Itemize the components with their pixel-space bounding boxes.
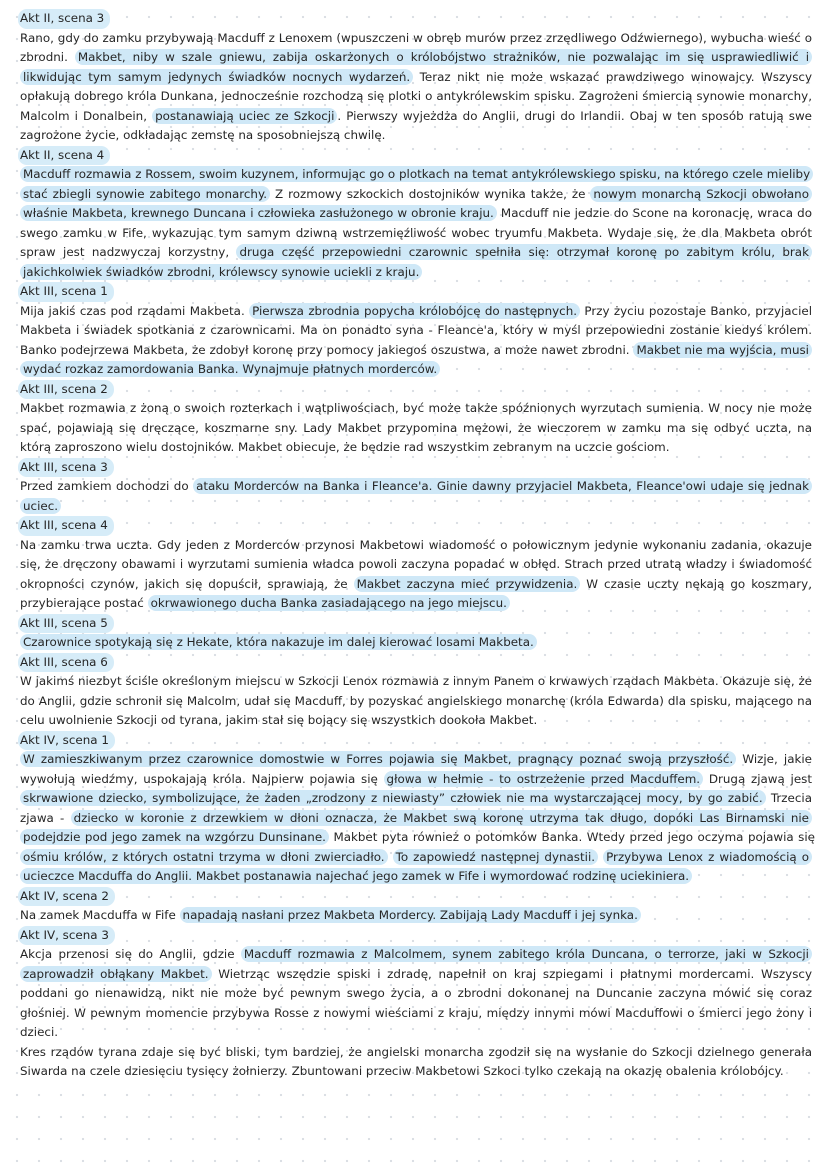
summary-text: Makbet pyta również o potomków Banka. Wtedy przed jego oczyma pojawia się bbox=[328, 830, 815, 844]
highlighted-text: druga część przepowiedni czarownic spełniła się: otrzymał koronę po zabitym królu, brak jakichkolwiek świadków zbrodni, królewscy synowie uciekli z kraju. bbox=[20, 244, 812, 280]
scene-summary bbox=[20, 165, 812, 282]
highlighted-text: Makbet, niby w szale gniewu, zabija oskarżonych o królobójstwo strażników, nie pozwalając im się usprawiedliwić i likwidując tym samym jedynych świadków nocnych wydarzeń. bbox=[20, 49, 812, 85]
scene-summary bbox=[20, 750, 815, 887]
scene-section bbox=[20, 9, 812, 146]
summary-text: Wietrząc wszędzie spiski i zdradę, napełnił on kraj szpiegami i płatnymi mordercami. Wszyscy poddani go nienawidzą, nikt nie może być pewnym swego życia, a o zbrodni dokonanej na Duncanie zaczyna mówić się coraz głośniej. W pewnym momencie przybywa Rosse z nowymi wieściami z kraju, między innymi mówi Macduffowi o śmierci jego żony i dzieci. bbox=[20, 966, 812, 1039]
highlighted-text: skrwawione dziecko, symbolizujące, że żaden „zrodzony z niewiasty” człowiek nie ma wystarczającej mocy, by go zabić. bbox=[20, 790, 766, 806]
highlighted-text: postanawiają uciec ze Szkocji bbox=[152, 108, 337, 124]
scene-section bbox=[20, 653, 812, 731]
highlighted-text: W zamieszkiwanym przez czarownice domostwie w Forres pojawia się Makbet, pragnący poznać swoją przyszłość. bbox=[20, 751, 736, 767]
scene-heading: Akt IV, scena 3 bbox=[18, 926, 115, 946]
summary-text: W jakimś niezbyt ściśle określonym miejscu w Szkocji Lenox rozmawia z innym Panem o krwawych rządach Makbeta. Okazuje się, że do Anglii, gdzie schronił się Malcolm, udał się Macduff, by pozyskać angielskiego monarchę (króla Edwarda) dla spisku, mającego na celu uwolnienie Szkocji od tyrana, jakim stał się bojący się wszystkich dookoła Makbet. bbox=[20, 674, 812, 727]
summary-text: Na zamek Macduffa w Fife bbox=[20, 908, 180, 922]
highlighted-text: Macduff rozmawia z Malcolmem, synem zabitego króla Duncana, o terrorze, jaki w Szkocji zaprowadził obłąkany Makbet. bbox=[20, 946, 812, 982]
highlighted-text: Czarownice spotykają się z Hekate, która nakazuje im dalej kierować losami Makbeta. bbox=[20, 634, 537, 650]
scene-heading: Akt IV, scena 1 bbox=[18, 731, 115, 751]
scene-summary bbox=[20, 945, 812, 1082]
highlighted-text: nowym monarchą Szkocji obwołano właśnie Makbeta, krewnego Duncana i człowieka zasłużonego w obronie kraju. bbox=[20, 186, 812, 222]
summary-text: Przed zamkiem dochodzi do bbox=[20, 479, 194, 493]
scene-summary bbox=[20, 672, 812, 731]
summary-text: Trzecia zjawa - bbox=[20, 791, 812, 825]
highlighted-text: napadają nasłani przez Makbeta Mordercy. Zabijają Lady Macduff i jej synka. bbox=[180, 907, 641, 923]
scene-heading: Akt III, scena 3 bbox=[18, 458, 114, 478]
scene-heading: Akt IV, scena 2 bbox=[18, 887, 115, 907]
highlighted-text: To zapowiedź następnej dynastii. bbox=[393, 849, 598, 865]
scene-summary bbox=[20, 633, 812, 653]
scene-heading: Akt III, scena 2 bbox=[18, 380, 114, 400]
summary-text: Makbet rozmawia z żoną o swoich rozterkach i wątpliwościach, być może także spóźnionych wyrzutach sumienia. W nocy nie może spać, pojawiają się dręczące, koszmarne sny. Lady Makbet przypomina mężowi, że wieczorem w zamku ma się odbyć uczta, na którą zaproszono wielu dostojników. Makbet obiecuje, że będzie rad wszystkim zebranym na uczcie gościom. bbox=[20, 401, 812, 454]
scene-heading: Akt II, scena 4 bbox=[18, 146, 110, 166]
summary-text bbox=[388, 850, 393, 864]
highlighted-text: okrwawionego ducha Banka zasiadającego na jego miejscu. bbox=[148, 595, 510, 611]
highlighted-text: ośmiu królów, z których ostatni trzyma w dłoni zwierciadło. bbox=[20, 849, 388, 865]
summary-text: Mija jakiś czas pod rządami Makbeta. bbox=[20, 303, 250, 318]
summary-text: Teraz nikt nie może wskazać prawdziwego winowajcy. Wszyscy opłakują dobrego króla Dunkana, jednocześnie rozchodzą się plotki o antykrólewskim spisku. Zagrożeni śmiercią synowie monarchy, Malcolm i Donalbein, bbox=[20, 69, 812, 123]
scene-heading: Akt III, scena 6 bbox=[18, 653, 114, 673]
highlighted-text: Pierwsza zbrodnia popycha królobójcę do następnych. bbox=[249, 303, 580, 319]
scene-section bbox=[20, 458, 812, 517]
highlighted-text: Macduff rozmawia z Rossem, swoim kuzynem, informując go o plotkach na temat antykrólewskiego spisku, na którego czele mieliby stać zbiegli synowie zabitego monarchy. bbox=[20, 166, 813, 202]
summary-text: Na zamku trwa uczta. Gdy jeden z Morderców przynosi Makbetowi wiadomość o połowicznym jedynie wykonaniu zadania, okazuje się, że dręczony obawami i wyrzutami sumienia władca powoli zaczyna popadać w obłęd. Strach przed utratą władzy i świadomość okropności czynów, jakich się dopuścił, sprawiają, że bbox=[20, 537, 812, 591]
scene-summary bbox=[20, 399, 812, 458]
summary-text: Z rozmowy szkockich dostojników wynika także, że bbox=[270, 186, 591, 201]
scene-section bbox=[20, 380, 812, 458]
scene-section bbox=[20, 614, 812, 653]
scene-section bbox=[20, 887, 812, 926]
highlighted-text: dziecko w koronie z drzewkiem w dłoni oznacza, że Makbet swą koronę utrzyma tak długo, dopóki Las Birnamski nie podejdzie pod jego zamek na wzgórzu Dunsinane. bbox=[20, 810, 812, 846]
scene-heading: Akt III, scena 5 bbox=[18, 614, 114, 634]
scene-summary bbox=[20, 29, 812, 146]
summary-text: Drugą zjawą jest bbox=[703, 771, 813, 786]
scene-summary bbox=[20, 477, 812, 516]
scene-section bbox=[20, 926, 812, 1082]
highlighted-text: głowa w hełmie - to ostrzeżenie przed Macduffem. bbox=[384, 771, 704, 787]
summary-text: Przy życiu pozostaje Banko, przyjaciel Makbeta i świadek spotkania z czarownicami. Ma on ponadto syna - Fleance'a, który w myśl przepowiedni zostanie kiedyś królem. Banko podejrzewa Makbeta, że zdobył koronę przy pomocy jakiegoś oszustwa, a może nawet zbrodni. bbox=[20, 303, 812, 357]
highlighted-text: Makbet zaczyna mieć przywidzenia. bbox=[354, 576, 581, 592]
highlighted-text: ataku Morderców na Banka i Fleance'a. Ginie dawny przyjaciel Makbeta, Fleance'owi udaje się jednak uciec. bbox=[20, 478, 812, 514]
summary-text: Rano, gdy do zamku przybywają Macduff z Lenoxem (wpuszczeni w obręb murów przez zrzędliwego Odźwiernego), wybucha wieść o zbrodni. bbox=[20, 30, 812, 64]
summary-text: . Pierwszy wyjeżdża do Anglii, drugi do Irlandii. Obaj w ten sposób ratują swe zagrożone życie, odkładając zemstę na sposobniejszą chwilę. bbox=[20, 108, 812, 142]
scene-section bbox=[20, 282, 812, 380]
scene-summary bbox=[20, 302, 812, 380]
scene-heading: Akt III, scena 4 bbox=[18, 516, 114, 536]
highlighted-text: Makbet nie ma wyjścia, musi wydać rozkaz zamordowania Banka. Wynajmuje płatnych morderców. bbox=[20, 342, 812, 378]
summary-text: Wizje, jakie wywołują wiedźmy, uspokajają króla. Najpierw pojawia się bbox=[20, 752, 812, 786]
highlighted-text: Przybywa Lenox z wiadomością o ucieczce Macduffa do Anglii. Makbet postanawia najechać jego zamek w Fife i wymordować rodzinę uciekiniera. bbox=[20, 849, 812, 885]
scene-summary bbox=[20, 906, 812, 926]
notes-page bbox=[20, 9, 815, 1082]
scene-section bbox=[20, 731, 815, 887]
scene-heading: Akt III, scena 1 bbox=[18, 282, 114, 302]
scene-section bbox=[20, 146, 812, 283]
summary-text: Kres rządów tyrana zdaje się być bliski, tym bardziej, że angielski monarcha zgodził się na wysłanie do Szkocji dzielnego generała Siwarda na czele dziesięciu tysięcy żołnierzy. Zbuntowani przeciw Makbetowi Szkoci tylko czekają na okazję obalenia królobójcy. bbox=[20, 1044, 812, 1078]
summary-text: Macduff nie jedzie do Scone na koronację, wraca do swego zamku w Fife, wykazując tym samym dziwną wstrzemięźliwość wobec tryumfu Makbeta. Wydaje się, że dla Makbeta obrót spraw jest nadzwyczaj korzystny, bbox=[20, 206, 812, 259]
summary-text: Akcja przenosi się do Anglii, gdzie bbox=[20, 947, 241, 961]
scene-section bbox=[20, 516, 812, 614]
scene-summary bbox=[20, 536, 812, 614]
summary-text: W czasie uczty nękają go koszmary, przybierające postać bbox=[20, 576, 812, 610]
scene-heading: Akt II, scena 3 bbox=[18, 9, 110, 29]
